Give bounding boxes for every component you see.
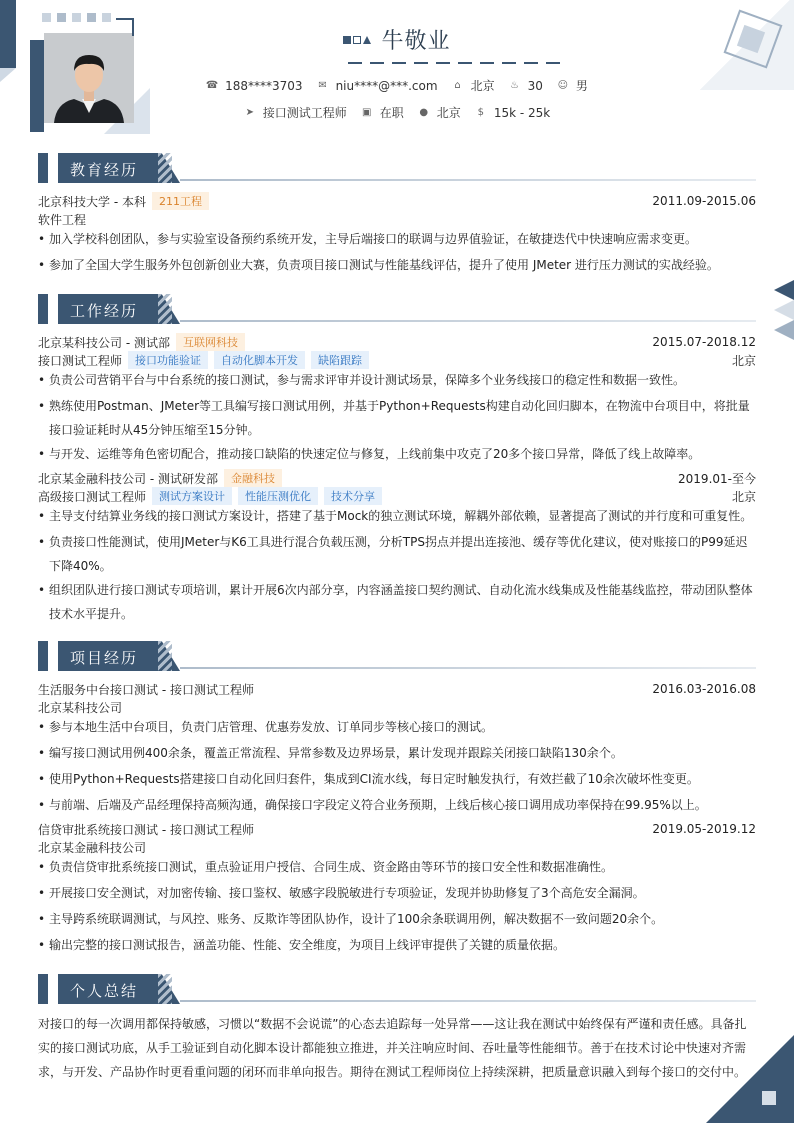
work-position-row	[38, 487, 756, 505]
project-row	[38, 680, 756, 698]
list-item: • 使用Python+Requests搭建接口自动化回归套件，集成到CI流水线，每日定时触发执行，有效拦截了10余次破坏性变更。	[38, 767, 756, 791]
phone: 188****3703	[225, 78, 303, 93]
phone-icon: ☎	[205, 80, 219, 91]
skill-tag: 缺陷跟踪	[311, 351, 369, 369]
work-row	[38, 469, 756, 487]
city: 北京	[470, 79, 495, 93]
decor-right-arrow	[774, 300, 794, 320]
skill-tag: 性能压测优化	[238, 487, 318, 505]
list-item: • 负责信贷审批系统接口测试，重点验证用户授信、合同生成、资金路由等环节的接口安全性和数据准确性。	[38, 855, 756, 879]
work-location: 北京	[731, 489, 756, 504]
briefcase-icon: ▣	[362, 107, 372, 118]
candidate-name: 牛敬业	[381, 29, 451, 54]
gender: 男	[575, 79, 588, 93]
section-education-header	[38, 153, 756, 183]
list-item: • 主导跨系统联调测试，与风控、账务、反欺诈等团队协作，设计了100余条联调用例，解决数据不一致问题20余个。	[38, 907, 756, 931]
mail-icon: ✉	[318, 80, 327, 91]
job-status: 在职	[379, 106, 404, 120]
project-company-row	[38, 698, 756, 716]
position: 高级接口测试工程师	[38, 489, 147, 504]
decor-right-arrow	[774, 280, 794, 300]
project-company-row	[38, 838, 756, 856]
job-intent	[0, 104, 794, 121]
education-row	[38, 192, 756, 210]
major: 软件工程	[38, 212, 87, 227]
target-city: 北京	[436, 106, 461, 120]
work-location: 北京	[731, 353, 756, 368]
list-item: • 与前端、后端及产品经理保持高频沟通，确保接口字段定义符合业务预期，上线后核心接口调用成功率保持在99.95%以上。	[38, 793, 756, 817]
list-item: • 输出完整的接口测试报告，涵盖功能、性能、安全维度，为项目上线评审提供了关键的质量依据。	[38, 933, 756, 957]
decor-bottom-square	[762, 1091, 776, 1105]
decor-squares	[42, 13, 111, 22]
section-title: 工作经历	[70, 302, 139, 320]
education-period: 2011.09-2015.06	[652, 194, 756, 208]
list-item: • 编写接口测试用例400余条，覆盖正常流程、异常参数及边界场景，累计发现并跟踪关闭接口缺陷130余个。	[38, 741, 756, 765]
list-item: • 开展接口安全测试，对加密传输、接口鉴权、敏感字段脱敏进行专项验证，发现并协助修复了3个高危安全漏洞。	[38, 881, 756, 905]
skill-tag: 接口功能验证	[128, 351, 208, 369]
skill-tag: 自动化脚本开发	[214, 351, 305, 369]
work-row	[38, 333, 756, 351]
list-item: • 参与本地生活中台项目，负责门店管理、优惠券发放、订单同步等核心接口的测试。	[38, 715, 756, 739]
send-icon: ➤	[245, 107, 254, 118]
age: 30	[527, 78, 543, 93]
job-title: 接口测试工程师	[262, 106, 347, 120]
name-decor-icon	[343, 36, 371, 44]
section-title: 教育经历	[70, 161, 139, 179]
skill-tag: 测试方案设计	[152, 487, 232, 505]
project-period: 2019.05-2019.12	[652, 822, 756, 836]
list-item: • 熟练使用Postman、JMeter等工具编写接口测试用例，并基于Python+Requests构建自动化回归脚本，在物流中台项目中，将批量接口验证耗时从45分钟压缩至15分钟。	[38, 394, 756, 442]
list-item: • 与开发、运维等角色密切配合，推动接口缺陷的快速定位与修复，上线前集中攻克了20多个接口异常，降低了线上故障率。	[38, 442, 756, 466]
location-icon: ●	[419, 107, 429, 118]
contact-info	[0, 77, 794, 94]
position: 接口测试工程师	[38, 353, 123, 368]
list-item: • 主导支付结算业务线的接口测试方案设计，搭建了基于Mock的独立测试环境，解耦外部依赖，显著提高了测试的并行度和可重复性。	[38, 504, 756, 528]
project-row	[38, 820, 756, 838]
company: 北京某金融科技公司 - 测试研发部	[38, 471, 218, 486]
email: niu****@***.com	[335, 78, 438, 93]
name-underline	[348, 62, 562, 64]
section-title: 个人总结	[70, 982, 139, 1000]
section-projects-header	[38, 641, 756, 671]
salary: 15k - 25k	[493, 105, 551, 120]
money-icon: $	[477, 107, 484, 118]
school: 北京科技大学 - 本科	[38, 194, 146, 209]
section-summary-header	[38, 974, 756, 1004]
project-company: 北京某金融科技公司	[38, 840, 147, 855]
education-major-row	[38, 210, 756, 228]
summary-text: 对接口的每一次调用都保持敏感，习惯以“数据不会说谎”的心态去追踪每一处异常——这让我在测试中始终保有严谨和责任感。具备扎实的接口测试功底，从手工验证到自动化脚本设计都能独立推进，并关注响应时间、吞吐量等性能细节。善于在技术讨论中快速对齐需求，与开发、产品协作时更看重问题的闭环而非单向报告。期待在测试工程师岗位上持续深耕，把质量意识融入到每个接口的交付中。	[38, 1017, 747, 1079]
school-tag: 211工程	[152, 192, 209, 210]
project-period: 2016.03-2016.08	[652, 682, 756, 696]
industry-tag: 互联网科技	[176, 333, 245, 351]
project-company: 北京某科技公司	[38, 700, 123, 715]
work-period: 2015.07-2018.12	[652, 335, 756, 349]
section-work-header	[38, 294, 756, 324]
project-title: 生活服务中台接口测试 - 接口测试工程师	[38, 682, 254, 697]
company: 北京某科技公司 - 测试部	[38, 335, 170, 350]
decor-right-arrow	[774, 320, 794, 340]
list-item: • 加入学校科创团队，参与实验室设备预约系统开发，主导后端接口的联调与边界值验证，在敏捷迭代中快速响应需求变更。	[38, 227, 756, 251]
cake-icon: ♨	[510, 80, 520, 91]
list-item: • 负责接口性能测试，使用JMeter与K6工具进行混合负载压测，分析TPS拐点并提出连接池、缓存等优化建议，使对账接口的P99延迟下降40%。	[38, 530, 756, 578]
project-title: 信贷审批系统接口测试 - 接口测试工程师	[38, 822, 254, 837]
section-title: 项目经历	[70, 649, 139, 667]
industry-tag: 金融科技	[224, 469, 282, 487]
skill-tag: 技术分享	[324, 487, 382, 505]
list-item: • 参加了全国大学生服务外包创新创业大赛，负责项目接口测试与性能基线评估，提升了使用 JMeter 进行压力测试的实战经验。	[38, 253, 756, 277]
home-icon: ⌂	[454, 80, 461, 91]
name-row	[0, 24, 794, 55]
gender-icon: ☺	[557, 80, 569, 91]
list-item: • 负责公司营销平台与中台系统的接口测试，参与需求评审并设计测试场景，保障多个业务线接口的稳定性和数据一致性。	[38, 368, 756, 392]
work-position-row	[38, 351, 756, 369]
work-period: 2019.01-至今	[678, 471, 756, 486]
list-item: • 组织团队进行接口测试专项培训，累计开展6次内部分享，内容涵盖接口契约测试、自动化流水线集成及性能基线监控，带动团队整体技术水平提升。	[38, 578, 756, 626]
